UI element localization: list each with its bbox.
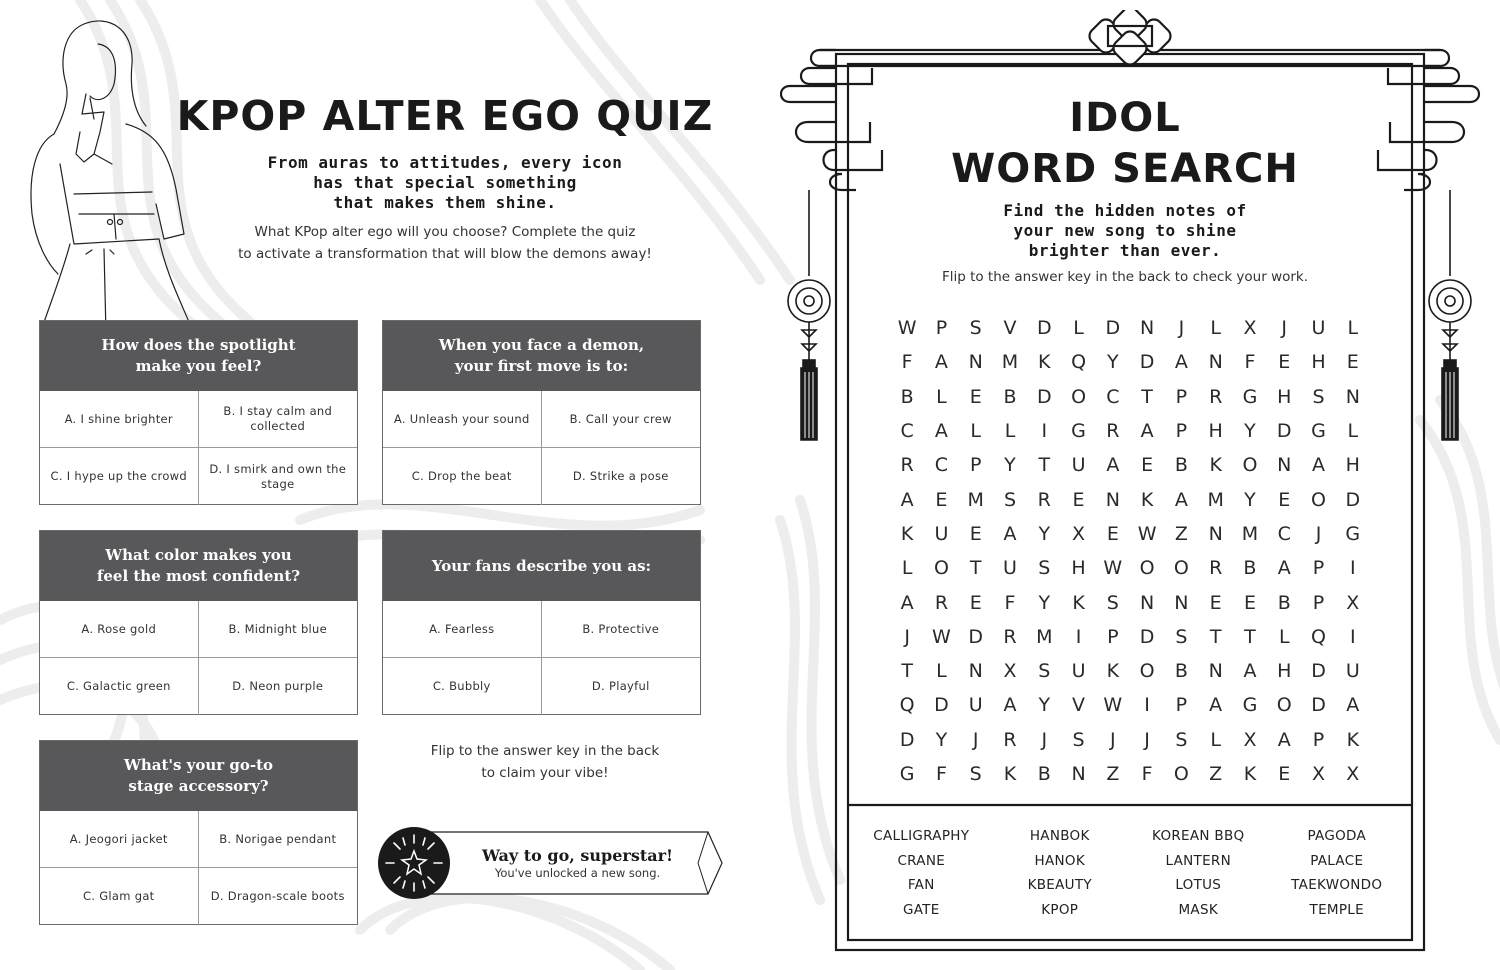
grid-letter[interactable]: K [900,522,914,545]
grid-letter[interactable]: S [1312,385,1325,408]
word-list-item: HANOK [1034,852,1085,869]
grid-row [890,345,1370,379]
grid-letter[interactable]: A [1003,522,1017,545]
grid-letter[interactable]: K [1140,488,1154,511]
grid-letter[interactable]: J [1315,522,1322,545]
grid-letter[interactable]: N [1105,488,1120,511]
grid-letter[interactable]: A [1277,557,1291,580]
grid-letter[interactable]: E [1141,454,1154,477]
grid-letter[interactable]: M [1001,351,1019,374]
grid-letter[interactable]: O [1276,694,1292,717]
answer-key-note: Flip to the answer key in the back to claim your vibe! [430,743,660,781]
word-list-item: GATE [902,901,940,918]
grid-letter[interactable]: Y [1244,488,1256,511]
grid-letter[interactable]: L [936,660,947,683]
grid-row [890,620,1370,654]
grid-letter[interactable]: D [1105,317,1121,340]
quiz-tagline: From auras to attitudes, every icon has that special something that makes them shine. [267,153,623,212]
grid-letter[interactable]: L [1210,317,1221,340]
grid-letter[interactable]: P [969,454,982,477]
grid-letter[interactable]: P [1175,385,1188,408]
quiz-title: KPOP ALTER EGO QUIZ [176,92,714,140]
answer-option-a[interactable]: A. I shine brighter [40,391,199,448]
word-list-item: LANTERN [1165,852,1232,869]
grid-letter[interactable]: L [1004,420,1016,443]
word-search-note: Flip to the answer key in the back to check your work. [941,269,1309,285]
answer-option-b[interactable]: B. Call your crew [542,391,701,448]
answer-option-c[interactable]: C. I hype up the crowd [40,448,199,505]
grid-letter[interactable]: S [1175,728,1188,751]
question-header: What's your go-to stage accessory? [40,741,357,811]
grid-row [890,551,1370,585]
grid-letter[interactable]: T [901,660,913,683]
grid-row [890,482,1370,516]
grid-letter[interactable]: X [1346,763,1360,785]
grid-letter[interactable]: E [969,522,982,545]
grid-letter[interactable]: Q [899,694,915,717]
grid-letter[interactable]: E [1243,591,1256,614]
answer-option-a[interactable]: A. Rose gold [40,601,199,658]
grid-letter[interactable]: R [1003,625,1017,648]
grid-letter[interactable]: Y [1107,351,1119,374]
grid-letter[interactable]: C [900,420,914,443]
question-card-color [39,530,358,715]
word-list-item: PALACE [1310,852,1364,869]
grid-letter[interactable]: Y [935,728,948,751]
grid-letter[interactable]: U [968,694,983,717]
grid-letter[interactable]: G [1242,385,1258,408]
grid-letter[interactable]: S [1003,488,1017,511]
answer-option-d[interactable]: D. Dragon-scale boots [210,889,345,903]
grid-letter[interactable]: J [904,625,910,648]
grid-letter[interactable]: N [1208,660,1223,683]
grid-letter[interactable]: J [972,728,979,751]
word-list-item: LOTUS [1175,877,1222,893]
grid-letter[interactable]: M [1241,522,1259,545]
answer-option-d[interactable]: D. Playful [591,679,650,693]
grid-letter[interactable]: O [1311,488,1326,511]
answer-option-a[interactable]: A. Jeogori jacket [40,811,199,868]
grid-letter[interactable]: W [932,625,951,648]
question-header: What color makes you feel the most confident? [40,531,357,601]
grid-row [890,585,1370,619]
grid-letter[interactable]: F [935,763,947,785]
grid-letter[interactable]: T [1141,385,1153,408]
grid-letter[interactable]: Z [1209,763,1223,785]
grid-letter[interactable]: Q [1311,625,1326,648]
answer-option-b[interactable]: B. Protective [542,601,701,658]
grid-letter[interactable]: E [1278,351,1291,374]
grid-letter[interactable]: A [1312,454,1326,477]
answer-option-a[interactable]: A. Fearless [383,601,542,658]
answer-option-c[interactable]: C. Bubbly [383,658,542,715]
grid-letter[interactable]: E [935,488,948,511]
grid-letter[interactable]: P [1107,625,1119,648]
grid-letter[interactable]: G [1345,522,1361,545]
grid-letter[interactable]: E [1209,591,1222,614]
grid-letter[interactable]: L [970,420,981,443]
grid-letter[interactable]: S [969,763,982,785]
norigae-tassel-icon [788,190,830,440]
word-list-item: KBEAUTY [1027,877,1092,893]
grid-letter[interactable]: F [1004,591,1016,614]
grid-letter[interactable]: C [934,454,949,477]
grid-letter[interactable]: E [969,385,982,408]
grid-letter[interactable]: Y [1244,420,1256,443]
grid-letter[interactable]: B [1277,591,1291,614]
grid-letter[interactable]: J [1110,728,1116,751]
grid-row [890,414,1370,448]
grid-letter[interactable]: F [901,351,913,374]
grid-letter[interactable]: D [1036,317,1052,340]
grid-letter[interactable]: N [1071,763,1086,785]
word-list-item: KOREAN BBQ [1152,828,1245,844]
endless-knot-ornament [1086,10,1174,68]
quiz-intro: What KPop alter ego will you choose? Complete the quiz to activate a transformation that will blow the demons away! [238,224,652,262]
grid-letter[interactable]: U [934,522,949,545]
grid-letter[interactable]: N [1277,454,1292,477]
grid-letter[interactable]: M [967,488,984,511]
grid-letter[interactable]: X [1243,317,1257,340]
grid-letter[interactable]: X [1346,591,1360,614]
grid-row [890,380,1370,414]
grid-letter[interactable]: E [1072,488,1085,511]
grid-letter[interactable]: W [1103,557,1123,580]
grid-letter[interactable]: O [1139,660,1155,683]
word-search-tagline: Find the hidden notes of your new song to shine brighter than ever. [1003,201,1247,260]
grid-letter[interactable]: I [1041,420,1048,443]
grid-letter[interactable]: W [1103,694,1123,717]
grid-letter[interactable]: U [1003,557,1017,580]
grid-letter[interactable]: A [900,591,914,614]
grid-letter[interactable]: P [1175,420,1188,443]
grid-letter[interactable]: E [1106,522,1119,545]
word-list-item: CRANE [897,852,946,869]
banner-subtitle: You've unlocked a new song. [494,866,661,880]
grid-letter[interactable]: S [1038,660,1051,683]
grid-letter[interactable]: S [1175,625,1188,648]
grid-row [890,654,1370,688]
question-card-demon [382,320,701,505]
grid-letter[interactable]: K [1003,763,1017,785]
grid-letter[interactable]: P [1312,557,1325,580]
grid-letter[interactable]: O [1242,454,1258,477]
grid-letter[interactable]: H [1277,385,1292,408]
grid-letter[interactable]: Z [1106,763,1120,785]
grid-letter[interactable]: R [934,591,949,614]
grid-letter[interactable]: D [968,625,984,648]
grid-letter[interactable]: T [1244,625,1256,648]
grid-letter[interactable]: A [1277,728,1291,751]
grid-letter[interactable]: J [1178,317,1185,340]
grid-letter[interactable]: L [1210,728,1221,751]
grid-letter[interactable]: A [1003,694,1017,717]
grid-letter[interactable]: J [1281,317,1288,340]
grid-letter[interactable]: W [897,317,917,340]
grid-letter[interactable]: R [1037,488,1051,511]
grid-letter[interactable]: R [1209,385,1223,408]
grid-letter[interactable]: P [935,317,948,340]
grid-letter[interactable]: F [1141,763,1153,785]
grid-letter[interactable]: K [1072,591,1085,614]
grid-letter[interactable]: R [1106,420,1120,443]
grid-letter[interactable]: A [1106,454,1120,477]
grid-letter[interactable]: N [1140,591,1155,614]
word-list-item: PAGODA [1307,828,1367,844]
grid-row [890,757,1370,791]
grid-letter[interactable]: G [1071,420,1086,443]
grid-letter[interactable]: B [1174,660,1188,683]
grid-letter[interactable]: L [1347,420,1359,443]
grid-letter[interactable]: Y [1038,522,1051,545]
grid-letter[interactable]: W [1137,522,1157,545]
grid-letter[interactable]: T [1038,454,1051,477]
grid-letter[interactable]: K [1038,351,1051,374]
grid-letter[interactable]: X [1312,763,1326,785]
grid-letter[interactable]: V [1072,694,1086,717]
grid-letter[interactable]: R [1209,557,1223,580]
word-list-item: CALLIGRAPHY [873,828,970,844]
grid-letter[interactable]: I [1075,625,1082,648]
grid-letter[interactable]: G [1242,694,1258,717]
grid-letter[interactable]: L [901,557,913,580]
grid-letter[interactable]: D [899,728,915,751]
grid-letter[interactable]: P [1312,728,1325,751]
grid-letter[interactable]: U [1345,660,1360,683]
question-header: Your fans describe you as: [383,531,700,601]
grid-letter[interactable]: Z [1174,522,1188,545]
answer-option-c[interactable]: C. Drop the beat [383,448,542,505]
grid-letter[interactable]: L [1073,317,1084,340]
grid-letter[interactable]: D [1139,625,1155,648]
grid-letter[interactable]: D [1311,694,1326,717]
grid-letter[interactable]: O [1071,385,1087,408]
grid-letter[interactable]: A [1140,420,1154,443]
answer-option-d[interactable]: D. Strike a pose [572,469,669,483]
grid-letter[interactable]: N [1140,317,1155,340]
grid-letter[interactable]: P [1175,694,1188,717]
grid-letter[interactable]: D [1345,488,1361,511]
grid-letter[interactable]: I [1349,557,1356,580]
grid-letter[interactable]: S [1038,557,1051,580]
grid-letter[interactable]: U [1311,317,1326,340]
grid-letter[interactable]: H [1071,557,1086,580]
grid-letter[interactable]: I [1349,625,1356,648]
grid-letter[interactable]: E [1278,763,1291,785]
word-list-item: HANBOK [1029,828,1090,844]
grid-letter[interactable]: F [1244,351,1256,374]
answer-option-b[interactable]: B. Norigae pendant [199,811,358,868]
question-card-fans [382,530,701,715]
grid-letter[interactable]: K [1209,454,1222,477]
grid-letter[interactable]: E [1278,488,1291,511]
singer-line-art [14,14,204,334]
grid-letter[interactable]: N [1174,591,1189,614]
question-header: How does the spotlight make you feel? [40,321,357,391]
grid-letter[interactable]: H [1311,351,1326,374]
word-list [852,828,1406,926]
norigae-tassel-icon [1429,190,1471,440]
answer-option-a[interactable]: A. Unleash your sound [383,391,542,448]
grid-row [890,688,1370,722]
grid-letter[interactable]: J [1144,728,1150,751]
grid-letter[interactable]: L [1347,317,1359,340]
grid-letter[interactable]: O [933,557,949,580]
word-list-item: TAEKWONDO [1291,877,1383,893]
grid-letter[interactable]: C [1106,385,1120,408]
word-search-title: IDOL WORD SEARCH [951,95,1299,192]
grid-letter[interactable]: K [1106,660,1120,683]
grid-letter[interactable]: A [1243,660,1257,683]
grid-letter[interactable]: U [1071,454,1086,477]
answer-option-d[interactable]: D. Neon purple [232,679,324,693]
grid-letter[interactable]: N [1208,351,1223,374]
answer-option-b[interactable]: B. Midnight blue [199,601,358,658]
grid-letter[interactable]: M [1036,625,1053,648]
grid-letter[interactable]: R [1003,728,1017,751]
grid-letter[interactable]: D [1311,660,1326,683]
word-list-item: TEMPLE [1309,901,1364,918]
grid-letter[interactable]: S [1106,591,1119,614]
question-card-accessory [39,740,358,925]
grid-letter[interactable]: L [1278,625,1290,648]
question-card-spotlight [39,320,358,505]
grid-letter[interactable]: O [1173,763,1189,785]
grid-letter[interactable]: N [968,660,983,683]
grid-letter[interactable]: N [1208,522,1223,545]
answer-option-d[interactable]: D. I smirk and own the stage [209,461,347,491]
grid-letter[interactable]: H [1208,420,1223,443]
grid-letter[interactable]: L [936,385,947,408]
grid-letter[interactable]: E [969,591,982,614]
grid-letter[interactable]: Y [1038,591,1051,614]
grid-letter[interactable]: N [968,351,983,374]
grid-letter[interactable]: X [1072,522,1086,545]
grid-letter[interactable]: U [1071,660,1086,683]
grid-letter[interactable]: I [1144,694,1150,717]
grid-row [890,448,1370,482]
word-list-item: FAN [907,877,935,893]
grid-letter[interactable]: B [1003,385,1017,408]
grid-letter[interactable]: P [1312,591,1325,614]
grid-letter[interactable]: Y [1038,694,1051,717]
grid-letter[interactable]: X [1243,728,1257,751]
grid-letter[interactable]: H [1277,660,1292,683]
grid-letter[interactable]: A [900,488,914,511]
grid-letter[interactable]: X [1003,660,1017,683]
grid-row [890,517,1370,551]
grid-letter[interactable]: E [1346,351,1359,374]
grid-letter[interactable]: K [1346,728,1360,751]
grid-row [890,311,1370,345]
grid-letter[interactable]: D [934,694,949,717]
grid-letter[interactable]: B [1174,454,1188,477]
grid-letter[interactable]: O [1139,557,1155,580]
grid-letter[interactable]: B [900,385,914,408]
grid-letter[interactable]: D [1036,385,1052,408]
grid-letter[interactable]: A [1346,694,1360,717]
grid-letter[interactable]: C [1277,522,1291,545]
grid-letter[interactable]: S [1072,728,1085,751]
answer-option-c[interactable]: C. Glam gat [40,868,199,925]
grid-letter[interactable]: R [900,454,914,477]
grid-letter[interactable]: A [934,351,948,374]
grid-letter[interactable]: M [1207,488,1224,511]
grid-letter[interactable]: N [1345,385,1360,408]
word-list-item: MASK [1178,901,1218,918]
answer-option-b[interactable]: B. I stay calm and collected [199,391,358,448]
grid-letter[interactable]: D [1139,351,1155,374]
grid-letter[interactable]: T [969,557,982,580]
grid-letter[interactable]: V [1003,317,1017,340]
grid-letter[interactable]: A [1174,351,1188,374]
letter-grid [890,311,1370,791]
grid-letter[interactable]: K [1243,763,1257,785]
grid-letter[interactable]: B [1037,763,1051,785]
grid-row [890,723,1370,757]
word-list-item: KPOP [1041,901,1079,918]
grid-letter[interactable]: Y [1004,454,1016,477]
grid-letter[interactable]: A [1174,488,1188,511]
grid-letter[interactable]: H [1345,454,1360,477]
grid-letter[interactable]: A [934,420,948,443]
answer-option-c[interactable]: C. Galactic green [40,658,199,715]
grid-letter[interactable]: A [1209,694,1223,717]
banner-title: Way to go, superstar! [481,846,674,865]
grid-letter[interactable]: D [1276,420,1292,443]
question-header: When you face a demon, your first move is to: [383,321,700,391]
grid-letter[interactable]: O [1173,557,1189,580]
grid-letter[interactable]: T [1209,625,1222,648]
grid-letter[interactable]: J [1041,728,1048,751]
grid-letter[interactable]: G [899,763,915,785]
grid-letter[interactable]: G [1311,420,1326,443]
grid-letter[interactable]: B [1243,557,1257,580]
grid-letter[interactable]: Q [1071,351,1087,374]
grid-letter[interactable]: S [969,317,982,340]
